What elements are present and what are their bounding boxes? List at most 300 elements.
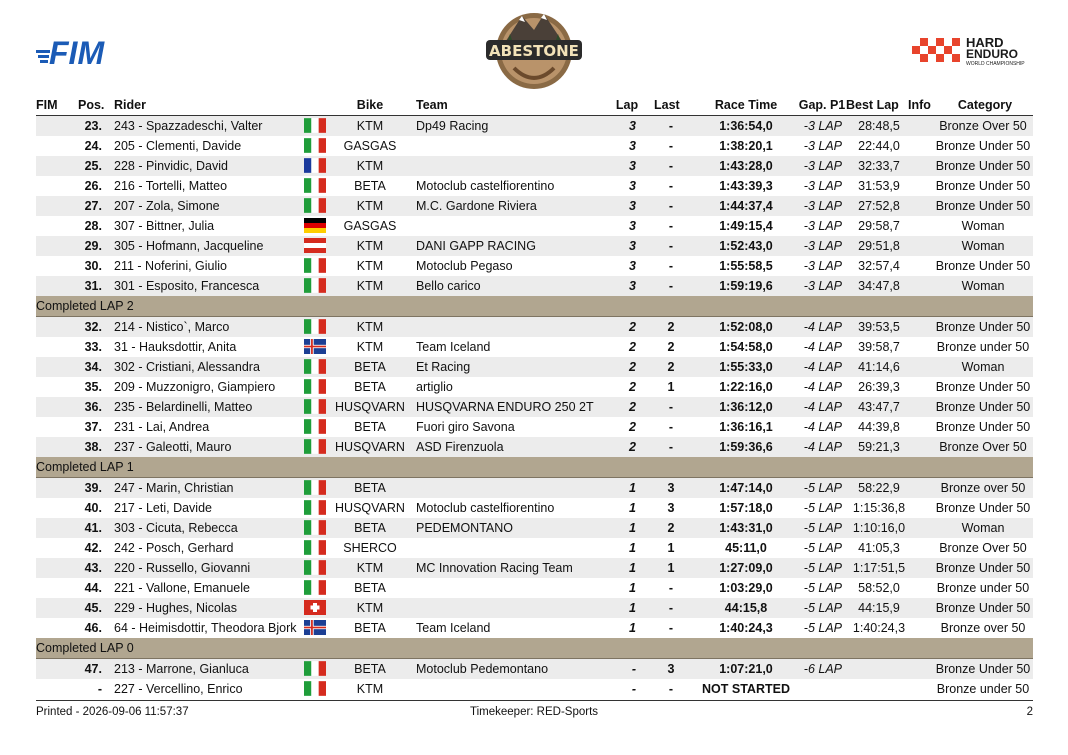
- flag-icon-is: [304, 339, 326, 354]
- last-cell: -: [668, 239, 674, 253]
- bike-cell: BETA: [354, 521, 386, 535]
- race-time-cell: 1:49:15,4: [719, 219, 773, 233]
- gap-cell: -3 LAP: [803, 259, 842, 273]
- race-time-cell: 1:40:24,3: [719, 621, 773, 635]
- category-cell: Bronze Under 50: [935, 561, 1031, 575]
- lap-cell: -: [631, 662, 636, 676]
- flag-icon-it: [304, 500, 326, 515]
- race-time-cell: 44:15,8: [724, 601, 768, 615]
- lap-cell: 3: [629, 139, 636, 153]
- bike-cell: KTM: [356, 601, 384, 615]
- best-lap-cell: 1:10:16,0: [852, 521, 906, 535]
- bike-cell: KTM: [356, 239, 384, 253]
- hard-enduro-line2: ENDURO: [966, 47, 1019, 61]
- position-cell: 47.: [84, 662, 102, 676]
- flag-icon-it: [304, 118, 326, 133]
- team-cell: HUSQVARNA ENDURO 250 2T: [416, 400, 594, 414]
- race-time-cell: 1:44:37,4: [719, 199, 773, 213]
- category-cell: Bronze Under 50: [935, 259, 1031, 273]
- rider-cell: 221 - Vallone, Emanuele: [114, 581, 250, 595]
- gap-cell: -4 LAP: [803, 420, 842, 434]
- lap-cell: 3: [629, 179, 636, 193]
- best-lap-cell: 44:39,8: [858, 420, 900, 434]
- bike-cell: KTM: [356, 682, 384, 696]
- best-lap-cell: 39:58,7: [858, 340, 900, 354]
- category-cell: Bronze Under 50: [935, 179, 1031, 193]
- race-time-cell: 1:59:36,6: [719, 440, 773, 454]
- gap-cell: -4 LAP: [803, 380, 842, 394]
- bike-cell: GASGAS: [343, 139, 397, 153]
- category-cell: Bronze Under 50: [935, 139, 1031, 153]
- position-cell: 37.: [84, 420, 102, 434]
- table-row: [36, 176, 1033, 196]
- lap-cell: 1: [629, 501, 636, 515]
- race-time-cell: 1:43:39,3: [719, 179, 773, 193]
- team-cell: Et Racing: [416, 360, 471, 374]
- col-header-fim: FIM: [36, 98, 58, 112]
- category-cell: Bronze under 50: [936, 682, 1030, 696]
- bike-cell: GASGAS: [343, 219, 397, 233]
- category-cell: Bronze under 50: [936, 581, 1030, 595]
- last-cell: 1: [667, 541, 675, 555]
- position-cell: 41.: [84, 521, 102, 535]
- position-cell: 44.: [84, 581, 102, 595]
- last-cell: -: [668, 159, 674, 173]
- lap-cell: 1: [629, 601, 636, 615]
- race-time-cell: 1:03:29,0: [719, 581, 773, 595]
- best-lap-cell: 59:21,3: [858, 440, 900, 454]
- flag-icon-ch: [304, 600, 326, 615]
- section-label: Completed LAP 0: [36, 641, 134, 655]
- table-row: [36, 578, 1033, 598]
- gap-cell: -5 LAP: [803, 621, 842, 635]
- table-row: [36, 156, 1033, 176]
- flag-icon-it: [304, 580, 326, 595]
- best-lap-cell: 28:48,5: [858, 119, 900, 133]
- last-cell: -: [668, 199, 674, 213]
- flag-icon-it: [304, 439, 326, 454]
- gap-cell: -5 LAP: [803, 581, 842, 595]
- flag-icon-it: [304, 480, 326, 495]
- flag-icon-it: [304, 399, 326, 414]
- table-row: [36, 256, 1033, 276]
- results-table: [36, 95, 1033, 699]
- bike-cell: BETA: [354, 380, 386, 394]
- best-lap-cell: 27:52,8: [858, 199, 900, 213]
- gap-cell: -5 LAP: [803, 481, 842, 495]
- best-lap-cell: 22:44,0: [858, 139, 900, 153]
- category-cell: Bronze Under 50: [935, 662, 1031, 676]
- position-cell: 40.: [84, 501, 102, 515]
- abestone-logo-text: ABESTONE: [489, 42, 579, 60]
- flag-icon-is: [304, 620, 326, 635]
- rider-cell: 243 - Spazzadeschi, Valter: [114, 119, 263, 133]
- lap-cell: 2: [629, 380, 636, 394]
- category-cell: Woman: [961, 239, 1005, 253]
- last-cell: 2: [667, 521, 675, 535]
- lap-cell: 1: [629, 621, 636, 635]
- lap-cell: 3: [629, 159, 636, 173]
- rider-cell: 307 - Bittner, Julia: [114, 219, 215, 233]
- col-header-team: Team: [416, 98, 448, 112]
- rider-cell: 227 - Vercellino, Enrico: [114, 682, 243, 696]
- table-row: [36, 276, 1033, 296]
- last-cell: -: [668, 601, 674, 615]
- table-row: [36, 357, 1033, 377]
- rider-cell: 211 - Noferini, Giulio: [114, 259, 228, 273]
- lap-cell: 2: [629, 340, 636, 354]
- bike-cell: KTM: [356, 561, 384, 575]
- col-header-gap: Gap. P1: [798, 98, 846, 112]
- lap-cell: 2: [629, 420, 636, 434]
- position-cell: 43.: [84, 561, 102, 575]
- rider-cell: 64 - Heimisdottir, Theodora Bjork: [114, 621, 297, 635]
- lap-cell: -: [631, 682, 636, 696]
- table-row: [36, 216, 1033, 236]
- best-lap-cell: 26:39,3: [858, 380, 900, 394]
- race-time-cell: 1:27:09,0: [719, 561, 773, 575]
- gap-cell: -5 LAP: [803, 601, 842, 615]
- flag-icon-it: [304, 138, 326, 153]
- position-cell: 26.: [84, 179, 102, 193]
- flag-icon-it: [304, 258, 326, 273]
- page-number: 2: [1026, 706, 1033, 718]
- last-cell: 2: [667, 360, 675, 374]
- rider-cell: 237 - Galeotti, Mauro: [114, 440, 232, 454]
- category-cell: Bronze Under 50: [935, 501, 1031, 515]
- category-cell: Woman: [961, 521, 1005, 535]
- lap-cell: 3: [629, 219, 636, 233]
- flag-icon-it: [304, 178, 326, 193]
- col-header-bike: Bike: [356, 98, 384, 112]
- report-footer: [36, 700, 1033, 727]
- rider-cell: 217 - Leti, Davide: [114, 501, 212, 515]
- table-row: [36, 337, 1033, 357]
- flag-icon-it: [304, 661, 326, 676]
- gap-cell: -6 LAP: [803, 662, 842, 676]
- position-cell: 38.: [84, 440, 102, 454]
- team-cell: Motoclub castelfiorentino: [416, 501, 555, 515]
- gap-cell: -4 LAP: [803, 440, 842, 454]
- flag-icon-it: [304, 681, 326, 696]
- table-row: [36, 618, 1033, 638]
- best-lap-cell: 32:33,7: [858, 159, 900, 173]
- flag-icon-it: [304, 379, 326, 394]
- table-row: [36, 236, 1033, 256]
- last-cell: 3: [667, 481, 675, 495]
- gap-cell: -3 LAP: [803, 239, 842, 253]
- bike-cell: BETA: [354, 420, 386, 434]
- best-lap-cell: 43:47,7: [858, 400, 900, 414]
- category-cell: Woman: [961, 279, 1005, 293]
- position-cell: 36.: [84, 400, 102, 414]
- lap-cell: 2: [629, 400, 636, 414]
- rider-cell: 228 - Pinvidic, David: [114, 159, 228, 173]
- hard-enduro-line3: WORLD CHAMPIONSHIP: [966, 61, 1025, 66]
- bike-cell: KTM: [356, 259, 384, 273]
- race-time-cell: 1:59:19,6: [719, 279, 773, 293]
- gap-cell: -3 LAP: [803, 219, 842, 233]
- best-lap-cell: 29:58,7: [858, 219, 900, 233]
- lap-cell: 1: [629, 521, 636, 535]
- category-cell: Bronze Over 50: [939, 119, 1027, 133]
- table-row: [36, 437, 1033, 457]
- section-header-row: [36, 638, 1033, 659]
- col-header-category: Category: [957, 98, 1013, 112]
- best-lap-cell: 34:47,8: [858, 279, 900, 293]
- team-cell: Bello carico: [416, 279, 481, 293]
- position-cell: 34.: [84, 360, 102, 374]
- lap-cell: 3: [629, 239, 636, 253]
- last-cell: 3: [667, 662, 675, 676]
- category-cell: Bronze Under 50: [935, 159, 1031, 173]
- race-time-cell: 1:43:28,0: [719, 159, 773, 173]
- col-header-rider: Rider: [114, 98, 146, 112]
- category-cell: Bronze over 50: [940, 481, 1026, 495]
- table-row: [36, 558, 1033, 578]
- gap-cell: -3 LAP: [803, 139, 842, 153]
- last-cell: -: [668, 179, 674, 193]
- race-time-cell: 1:55:33,0: [719, 360, 773, 374]
- flag-icon-it: [304, 540, 326, 555]
- rider-cell: 207 - Zola, Simone: [114, 199, 220, 213]
- lap-cell: 2: [629, 440, 636, 454]
- team-cell: MC Innovation Racing Team: [416, 561, 573, 575]
- lap-cell: 1: [629, 561, 636, 575]
- position-cell: 39.: [84, 481, 102, 495]
- table-row: [36, 518, 1033, 538]
- flag-icon-de: [304, 218, 326, 233]
- gap-cell: -3 LAP: [803, 159, 842, 173]
- race-time-cell: 1:52:08,0: [719, 320, 773, 334]
- race-time-cell: 1:55:58,5: [719, 259, 773, 273]
- rider-cell: 220 - Russello, Giovanni: [114, 561, 251, 575]
- bike-cell: BETA: [354, 179, 386, 193]
- table-header-row: [36, 95, 1033, 116]
- last-cell: 1: [667, 380, 675, 394]
- col-header-info: Info: [908, 98, 931, 112]
- last-cell: -: [668, 219, 674, 233]
- gap-cell: -5 LAP: [803, 541, 842, 555]
- report-header: [0, 0, 1068, 96]
- team-cell: artiglio: [416, 380, 453, 394]
- last-cell: 3: [667, 501, 675, 515]
- flag-icon-it: [304, 278, 326, 293]
- table-row: [36, 659, 1033, 679]
- bike-cell: KTM: [356, 279, 384, 293]
- team-cell: Dp49 Racing: [416, 119, 489, 133]
- best-lap-cell: 31:53,9: [858, 179, 900, 193]
- fim-logo-text: FIM: [49, 35, 105, 68]
- lap-cell: 3: [629, 199, 636, 213]
- best-lap-cell: 58:52,0: [858, 581, 900, 595]
- category-cell: Bronze Under 50: [935, 420, 1031, 434]
- race-time-cell: 1:54:58,0: [719, 340, 773, 354]
- position-cell: 31.: [84, 279, 102, 293]
- race-time-cell: 1:57:18,0: [719, 501, 773, 515]
- gap-cell: -3 LAP: [803, 119, 842, 133]
- section-header-row: [36, 296, 1033, 317]
- category-cell: Bronze Over 50: [939, 440, 1027, 454]
- rider-cell: 231 - Lai, Andrea: [114, 420, 210, 434]
- race-time-cell: 1:36:12,0: [719, 400, 773, 414]
- lap-cell: 3: [629, 259, 636, 273]
- category-cell: Woman: [961, 219, 1005, 233]
- gap-cell: -4 LAP: [803, 320, 842, 334]
- printed-timestamp: Printed - 2026-09-06 11:57:37: [36, 706, 189, 718]
- rider-cell: 302 - Cristiani, Alessandra: [114, 360, 260, 374]
- category-cell: Bronze over 50: [940, 621, 1026, 635]
- race-time-cell: 1:47:14,0: [719, 481, 773, 495]
- rider-cell: 213 - Marrone, Gianluca: [114, 662, 249, 676]
- gap-cell: -5 LAP: [803, 501, 842, 515]
- last-cell: -: [668, 139, 674, 153]
- race-time-cell: 1:38:20,1: [719, 139, 773, 153]
- abestone-logo: [484, 6, 584, 92]
- last-cell: -: [668, 279, 674, 293]
- race-time-cell: 1:36:54,0: [719, 119, 773, 133]
- table-row: [36, 538, 1033, 558]
- position-cell: 23.: [84, 119, 102, 133]
- gap-cell: -3 LAP: [803, 279, 842, 293]
- best-lap-cell: 39:53,5: [858, 320, 900, 334]
- team-cell: PEDEMONTANO: [416, 521, 513, 535]
- bike-cell: HUSQVARN: [335, 440, 405, 454]
- race-time-cell: 1:52:43,0: [719, 239, 773, 253]
- flag-icon-it: [304, 359, 326, 374]
- category-cell: Bronze Under 50: [935, 380, 1031, 394]
- last-cell: -: [668, 420, 674, 434]
- position-cell: 29.: [84, 239, 102, 253]
- category-cell: Bronze Under 50: [935, 320, 1031, 334]
- position-cell: 30.: [84, 259, 102, 273]
- last-cell: -: [668, 682, 674, 696]
- lap-cell: 1: [629, 541, 636, 555]
- table-row: [36, 478, 1033, 498]
- section-label: Completed LAP 2: [36, 299, 134, 313]
- best-lap-cell: 58:22,9: [858, 481, 900, 495]
- best-lap-cell: 1:40:24,3: [852, 621, 906, 635]
- last-cell: -: [668, 119, 674, 133]
- last-cell: 2: [667, 340, 675, 354]
- col-header-race-time: Race Time: [714, 98, 778, 112]
- category-cell: Bronze under 50: [936, 340, 1030, 354]
- race-time-cell: 45:11,0: [725, 541, 767, 555]
- position-cell: 28.: [84, 219, 102, 233]
- position-cell: 35.: [84, 380, 102, 394]
- timekeeper-label: Timekeeper: RED-Sports: [470, 706, 599, 718]
- race-time-cell: NOT STARTED: [702, 682, 790, 696]
- flag-icon-it: [304, 520, 326, 535]
- table-row: [36, 116, 1033, 136]
- rider-cell: 229 - Hughes, Nicolas: [114, 601, 237, 615]
- race-time-cell: 1:43:31,0: [719, 521, 773, 535]
- position-cell: 32.: [84, 320, 102, 334]
- table-row: [36, 196, 1033, 216]
- bike-cell: SHERCO: [343, 541, 397, 555]
- best-lap-cell: 29:51,8: [858, 239, 900, 253]
- lap-cell: 1: [629, 581, 636, 595]
- best-lap-blank: [846, 679, 904, 699]
- hard-enduro-logo: [912, 34, 1048, 66]
- col-header-lap: Lap: [615, 98, 639, 112]
- col-header-pos: Pos.: [78, 98, 105, 112]
- table-row: [36, 598, 1033, 618]
- best-lap-cell: 1:15:36,8: [852, 501, 906, 515]
- table-row: [36, 317, 1033, 337]
- position-cell: 42.: [84, 541, 102, 555]
- flag-icon-it: [304, 198, 326, 213]
- gap-cell: -4 LAP: [803, 360, 842, 374]
- last-cell: 2: [667, 320, 675, 334]
- rider-cell: 242 - Posch, Gerhard: [114, 541, 234, 555]
- best-lap-cell: 44:15,9: [858, 601, 900, 615]
- bike-cell: BETA: [354, 662, 386, 676]
- rider-cell: 31 - Hauksdottir, Anita: [114, 340, 237, 354]
- bike-cell: BETA: [354, 621, 386, 635]
- position-cell: -: [97, 682, 102, 696]
- rider-cell: 301 - Esposito, Francesca: [114, 279, 260, 293]
- team-cell: Fuori giro Savona: [416, 420, 515, 434]
- table-row: [36, 417, 1033, 437]
- bike-cell: KTM: [356, 340, 384, 354]
- gap-cell: -5 LAP: [803, 561, 842, 575]
- last-cell: -: [668, 581, 674, 595]
- fim-logo: [36, 34, 112, 68]
- table-row: [36, 136, 1033, 156]
- lap-cell: 1: [629, 481, 636, 495]
- flag-icon-fr: [304, 158, 326, 173]
- table-body: [36, 116, 1033, 699]
- position-cell: 25.: [84, 159, 102, 173]
- bike-cell: HUSQVARN: [335, 501, 405, 515]
- best-lap-cell: 1:17:51,5: [852, 561, 906, 575]
- category-cell: Bronze Under 50: [935, 601, 1031, 615]
- table-row: [36, 498, 1033, 518]
- position-cell: 24.: [84, 139, 102, 153]
- rider-cell: 303 - Cicuta, Rebecca: [114, 521, 238, 535]
- category-cell: Bronze Under 50: [935, 199, 1031, 213]
- position-cell: 27.: [84, 199, 102, 213]
- gap-cell: -4 LAP: [803, 340, 842, 354]
- bike-cell: BETA: [354, 360, 386, 374]
- flag-icon-at: [304, 238, 326, 253]
- bike-cell: KTM: [356, 320, 384, 334]
- team-cell: DANI GAPP RACING: [416, 239, 536, 253]
- team-cell: Motoclub Pedemontano: [416, 662, 549, 676]
- gap-cell: -4 LAP: [803, 400, 842, 414]
- rider-cell: 235 - Belardinelli, Matteo: [114, 400, 253, 414]
- team-cell: Team Iceland: [416, 621, 491, 635]
- bike-cell: KTM: [356, 119, 384, 133]
- bike-cell: BETA: [354, 581, 386, 595]
- lap-cell: 2: [629, 360, 636, 374]
- bike-cell: HUSQVARN: [335, 400, 405, 414]
- race-time-cell: 1:36:16,1: [719, 420, 773, 434]
- race-time-cell: 1:22:16,0: [719, 380, 773, 394]
- last-cell: -: [668, 440, 674, 454]
- lap-cell: 2: [629, 320, 636, 334]
- table-row: [36, 679, 1033, 699]
- hard-enduro-line1: HARD: [966, 35, 1004, 50]
- flag-icon-it: [304, 419, 326, 434]
- rider-cell: 205 - Clementi, Davide: [114, 139, 242, 153]
- bike-cell: BETA: [354, 481, 386, 495]
- best-lap-cell: 41:05,3: [858, 541, 900, 555]
- best-lap-cell: 32:57,4: [858, 259, 900, 273]
- last-cell: 1: [667, 561, 675, 575]
- rider-cell: 214 - Nistico`, Marco: [114, 320, 230, 334]
